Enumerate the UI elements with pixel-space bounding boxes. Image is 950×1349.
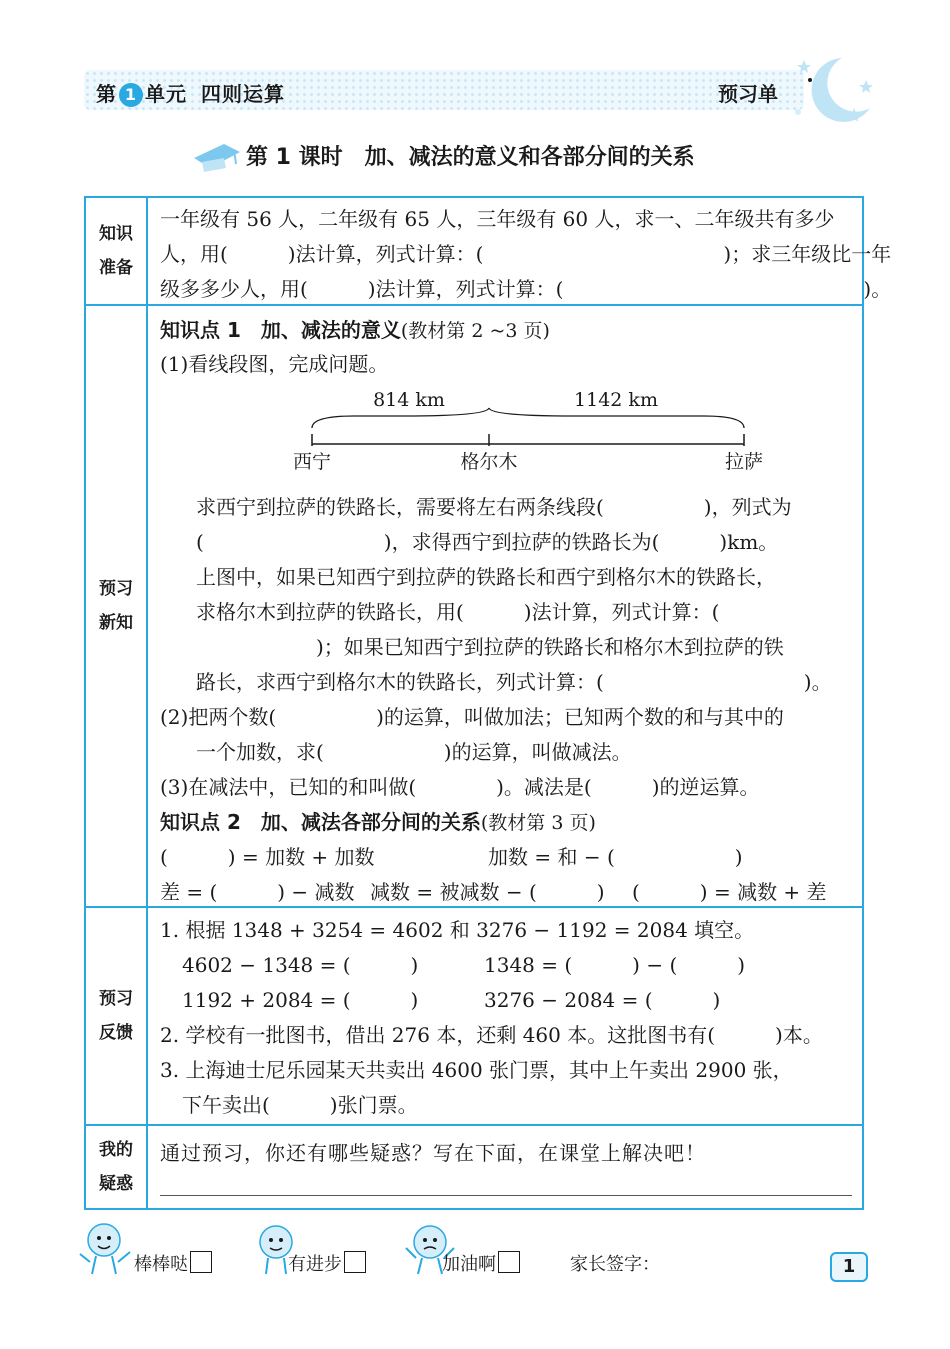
kp-title: 知识点 1 加、减法的意义	[160, 318, 401, 342]
rating-checkbox[interactable]	[190, 1251, 212, 1273]
fill-blank: 1348 = ( ) − ( )	[484, 953, 746, 977]
relation-formula: ( ) = 减数 + 差	[632, 880, 827, 904]
rating-label: 加油啊	[442, 1254, 496, 1275]
label-line: 预习	[99, 989, 133, 1009]
feedback-question-1: 1. 根据 1348 + 3254 = 4602 和 3276 − 1192 = 2084 填空。	[160, 918, 755, 942]
rating-label: 有进步	[288, 1254, 342, 1275]
unit-title	[96, 78, 285, 107]
seg-right-label: 1142 km	[574, 389, 658, 411]
point-xining: 西宁	[292, 451, 332, 473]
unit-number-badge: 1	[119, 83, 143, 107]
unit-suffix: 单元	[145, 82, 187, 106]
knowledge-point-1	[160, 317, 550, 344]
footer	[70, 1218, 870, 1288]
moon-stars-icon	[790, 50, 880, 130]
point-lhasa: 拉萨	[724, 451, 764, 473]
rating-keep-going[interactable]	[442, 1250, 520, 1276]
label-line: 预习	[99, 579, 133, 599]
brace-shape	[312, 408, 744, 428]
question-2-line: 一个加数，求( )的运算，叫做减法。	[196, 740, 632, 764]
text-line: 上图中，如果已知西宁到拉萨的铁路长和西宁到格尔木的铁路长，	[196, 565, 776, 589]
lesson-number: 第 1 课时	[246, 145, 343, 170]
lesson-title	[190, 136, 790, 176]
text-line: 级多多少人，用( )法计算，列式计算：( )。	[160, 277, 892, 301]
segment-diagram	[204, 384, 784, 484]
text-line: )；如果已知西宁到拉萨的铁路长和格尔木到拉萨的铁	[196, 635, 784, 659]
rating-label: 棒棒哒	[134, 1254, 188, 1275]
text-line: 一年级有 56 人，二年级有 65 人，三年级有 60 人，求一、二年级共有多少	[160, 207, 835, 231]
fill-blank: 1192 + 2084 = ( )	[182, 988, 419, 1012]
section-label	[86, 908, 148, 1124]
fill-blank: 4602 − 1348 = ( )	[182, 953, 419, 977]
lesson-name: 加、减法的意义和各部分间的关系	[364, 145, 695, 170]
parent-signature[interactable]: 家长签字：	[570, 1254, 660, 1275]
section-preview-feedback	[86, 908, 862, 1126]
text-line: 路长，求西宁到格尔木的铁路长，列式计算：( )。	[196, 670, 832, 694]
text-line: 求西宁到拉萨的铁路长，需要将左右两条线段( )，列式为	[196, 495, 792, 519]
relation-formula: 加数 = 和 − ( )	[488, 845, 743, 869]
questions-prompt: 通过预习，你还有哪些疑惑？写在下面，在课堂上解决吧！	[160, 1141, 706, 1165]
label-line: 疑惑	[99, 1174, 133, 1194]
section-knowledge-prep	[86, 198, 892, 306]
section-label	[86, 306, 148, 906]
relation-formula: 减数 = 被减数 − ( )	[370, 880, 605, 904]
kp-ref: (教材第 2 ~3 页)	[400, 320, 550, 342]
unit-prefix: 第	[96, 82, 117, 106]
relation-formula: ( ) = 加数 + 加数	[160, 845, 375, 869]
feedback-question-2: 2. 学校有一批图书，借出 276 本，还剩 460 本。这批图书有( )本。	[160, 1023, 823, 1047]
rating-great[interactable]	[134, 1250, 212, 1276]
question-1-intro: (1)看线段图，完成问题。	[160, 352, 389, 376]
preview-table	[84, 196, 892, 1210]
feedback-question-3: 3. 上海迪士尼乐园某天共卖出 4600 张门票，其中上午卖出 2900 张，	[160, 1058, 793, 1082]
text-line: ( )，求得西宁到拉萨的铁路长为( )km。	[196, 530, 779, 554]
worksheet-type: 预习单	[718, 82, 778, 106]
writing-line[interactable]	[160, 1195, 852, 1196]
label-line: 准备	[99, 258, 133, 278]
page-number: 1	[830, 1252, 868, 1282]
section-label	[86, 198, 148, 304]
relation-formula: 差 = ( ) − 减数	[160, 880, 355, 904]
question-3-line: (3)在减法中，已知的和叫做( )。减法是( )的逆运算。	[160, 775, 760, 799]
kp-title: 知识点 2 加、减法各部分间的关系	[160, 810, 481, 834]
kp-ref: (教材第 3 页)	[480, 812, 596, 834]
mascot-icon	[76, 1218, 136, 1278]
rating-progress[interactable]	[288, 1250, 366, 1276]
label-line: 知识	[99, 224, 133, 244]
text-line: 人，用( )法计算，列式计算：( )；求三年级比一年	[160, 242, 892, 266]
feedback-question-3-line2: 下午卖出( )张门票。	[182, 1093, 418, 1117]
label-line: 我的	[99, 1140, 133, 1160]
seg-left-label: 814 km	[373, 389, 445, 411]
label-line: 反馈	[99, 1023, 133, 1043]
rating-checkbox[interactable]	[344, 1251, 366, 1273]
rating-checkbox[interactable]	[498, 1251, 520, 1273]
section-label	[86, 1126, 148, 1208]
unit-name: 四则运算	[201, 82, 285, 106]
graduation-cap-icon	[190, 138, 242, 174]
fill-blank: 3276 − 2084 = ( )	[484, 988, 721, 1012]
label-line: 新知	[99, 613, 133, 633]
point-geermu: 格尔木	[460, 451, 518, 473]
question-2-line: (2)把两个数( )的运算，叫做加法；已知两个数的和与其中的	[160, 705, 784, 729]
knowledge-point-2	[160, 809, 596, 836]
text-line: 求格尔木到拉萨的铁路长，用( )法计算，列式计算：(	[196, 600, 720, 624]
